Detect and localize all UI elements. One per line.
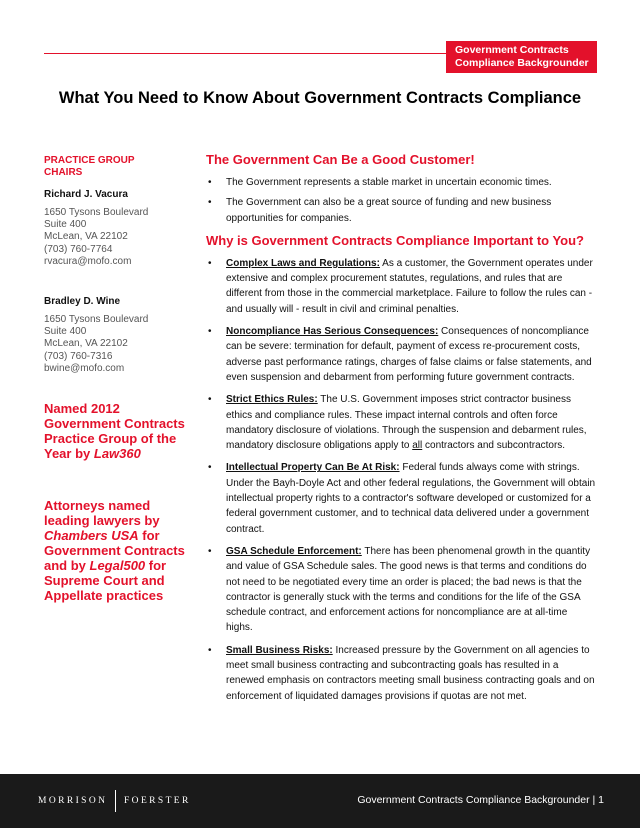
bullet-title: Complex Laws and Regulations: [226, 257, 380, 269]
practice-group-heading [44, 155, 154, 179]
list-item [206, 460, 596, 536]
page-title: What You Need to Know About Government Contracts Compliance [58, 89, 582, 107]
bullet-title: GSA Schedule Enforcement: [226, 545, 362, 557]
chair-contact [44, 296, 194, 375]
bullet-text: The Government represents a stable market in uncertain economic times. [226, 177, 552, 188]
logo-foerster: FOERSTER [124, 796, 191, 806]
chair-address [44, 207, 194, 268]
document-tag [446, 41, 597, 73]
practice-group-heading-line2: CHAIRS [44, 167, 83, 178]
bullet-icon: • [208, 326, 212, 338]
footer-page-label: Government Contracts Compliance Backgrounder | 1 [357, 794, 604, 806]
bullet-text: As a customer, the Government operates under extensive and complex procurement statutes, regulations, and rules that are different from those in the commercial marketplace. Failure to follow the rules can - and usually will - result in civil and criminal penalties. [226, 257, 593, 315]
award-publication: Law360 [93, 446, 141, 461]
chair-contact [44, 189, 194, 268]
list-item [206, 175, 596, 190]
bullet-icon: • [208, 177, 212, 188]
bullet-title: Intellectual Property Can Be At Risk: [226, 462, 400, 474]
bullet-icon: • [208, 644, 212, 656]
award-text-part2: for Government Contracts and by [44, 528, 185, 573]
footer [0, 774, 640, 828]
chair-name: Bradley D. Wine [44, 296, 121, 308]
award-chambers [44, 498, 194, 603]
chair-email[interactable]: bwine@mofo.com [44, 362, 125, 374]
practice-group-heading-line1: PRACTICE GROUP [44, 155, 135, 166]
bullet-emphasis: all [412, 440, 423, 452]
header-rule [44, 53, 446, 54]
award-text-part1: Attorneys named leading lawyers by [44, 498, 160, 528]
bullet-title: Strict Ethics Rules: [226, 394, 318, 406]
bullet-text-end: contractors and subcontractors. [422, 440, 566, 452]
bullet-icon: • [208, 545, 212, 557]
bullet-list [206, 175, 596, 226]
award-text-part3: for Supreme Court and Appellate practices [44, 558, 167, 603]
bullet-text: There has been phenomenal growth in the quantity and value of GSA Schedule sales. The good news is that terms and conditions do not need to be negotiated every time an order is placed; the bad news is that the contractor is generally stuck with the terms and conditions for the life of the GSA schedule contract, and enforcement actions for noncompliance are at all-time highs. [226, 545, 591, 634]
address-city: McLean, VA 22102 [44, 231, 128, 243]
section-heading-good-customer: The Government Can Be a Good Customer! [206, 152, 475, 167]
bullet-text: The Government can also be a great source of funding and new business opportunities for companies. [226, 197, 552, 224]
logo-divider [115, 790, 116, 812]
chair-name: Richard J. Vacura [44, 189, 128, 200]
address-street: 1650 Tysons Boulevard [44, 314, 149, 326]
bullet-list [206, 256, 596, 704]
sidebar [44, 155, 194, 375]
bullet-icon: • [208, 257, 212, 269]
award-publication-legal500: Legal500 [89, 558, 146, 573]
award-law360 [44, 401, 194, 461]
award-text: Named 2012 Government Contracts Practice Group of the Year by [44, 401, 185, 461]
main-content [206, 152, 596, 711]
document-tag-line1: Government Contracts [455, 44, 569, 56]
award-publication-chambers: Chambers USA [44, 528, 139, 543]
bullet-text: Federal funds always come with strings. Under the Bayh-Doyle Act and other federal regulations, the Government will obtain intellectual property rights to a contractor's software developed or customized for a federal government customer, and to technical data delivered under a government contract. [226, 462, 596, 535]
address-street: 1650 Tysons Boulevard [44, 207, 149, 218]
bullet-icon: • [208, 462, 212, 474]
address-city: McLean, VA 22102 [44, 338, 128, 350]
bullet-icon: • [208, 197, 212, 209]
list-item [206, 256, 596, 317]
bullet-text: Consequences of noncompliance can be severe: termination for default, payment of excess re-procurement costs, adverse past performance ratings, charges of false claims or false statements, and even suspension and debarment from performing future government contracts. [226, 326, 592, 383]
list-item [206, 324, 596, 385]
chair-address [44, 314, 194, 375]
chair-phone: (703) 760-7316 [44, 350, 113, 362]
chair-email[interactable]: rvacura@mofo.com [44, 255, 132, 267]
list-item [206, 392, 596, 453]
list-item [206, 195, 596, 226]
bullet-title: Small Business Risks: [226, 644, 333, 656]
bullet-text: The U.S. Government imposes strict contractor business ethics and compliance rules. These impact internal controls and often force mandatory disclosure of violations. Through the suspension and debarment rules, mandatory disclosure obligations apply to [226, 394, 587, 452]
chair-phone: (703) 760-7764 [44, 243, 113, 255]
list-item [206, 643, 596, 704]
section-heading-compliance: Why is Government Contracts Compliance Important to You? [206, 232, 585, 248]
address-suite: Suite 400 [44, 326, 87, 338]
list-item [206, 544, 596, 636]
bullet-icon: • [208, 394, 212, 406]
document-tag-line2: Compliance Backgrounder [455, 57, 589, 69]
address-suite: Suite 400 [44, 219, 87, 231]
logo-morrison: MORRISON [38, 796, 108, 806]
bullet-title: Noncompliance Has Serious Consequences: [226, 326, 439, 338]
bullet-text: Increased pressure by the Government on all agencies to meet small business contracting and subcontracting goals has resulted in a renewed emphasis on contractors meeting small business contracting goals and on enforcement of liquidated damages provisions if quotas are not met. [226, 644, 595, 702]
